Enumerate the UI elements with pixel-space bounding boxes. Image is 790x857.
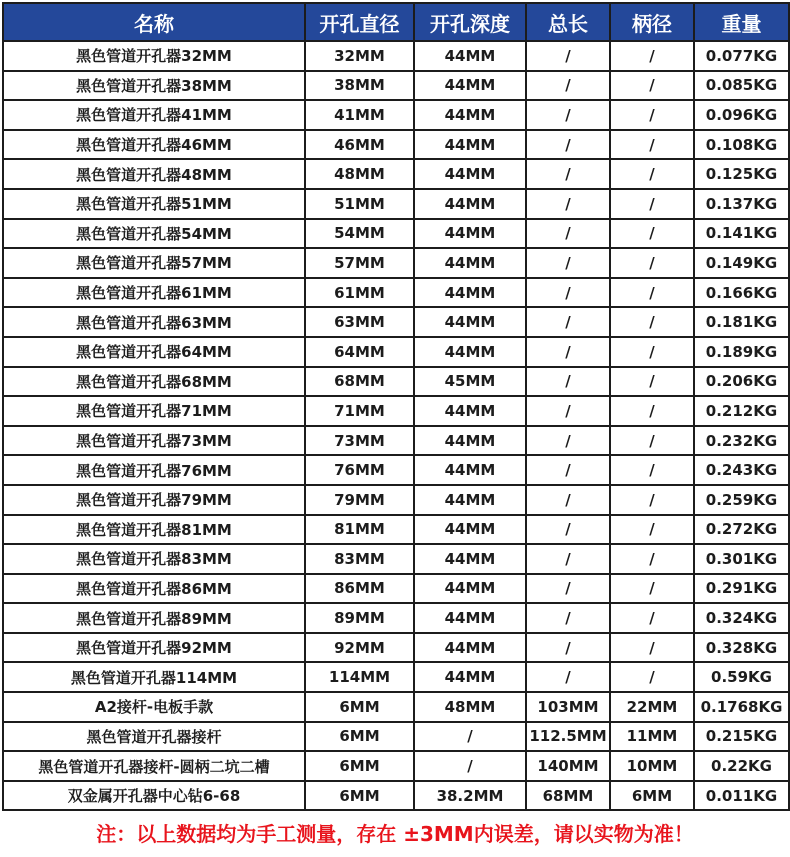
table-row xyxy=(3,544,789,574)
cell-total-length: / xyxy=(526,633,610,663)
cell-hole-depth: 44MM xyxy=(414,455,526,485)
cell-hole-depth: 44MM xyxy=(414,662,526,692)
cell-hole-depth: 44MM xyxy=(414,544,526,574)
header-row xyxy=(3,3,789,41)
cell-shank-diameter: / xyxy=(610,426,694,456)
cell-name: 黑色管道开孔器54MM xyxy=(3,219,305,249)
cell-shank-diameter: / xyxy=(610,455,694,485)
cell-hole-depth: 44MM xyxy=(414,603,526,633)
table-row xyxy=(3,485,789,515)
cell-hole-diameter: 54MM xyxy=(305,219,414,249)
cell-shank-diameter: / xyxy=(610,219,694,249)
cell-weight: 0.166KG xyxy=(694,278,789,308)
cell-hole-diameter: 114MM xyxy=(305,662,414,692)
table-row xyxy=(3,662,789,692)
table-row xyxy=(3,130,789,160)
cell-shank-diameter: / xyxy=(610,189,694,219)
cell-hole-diameter: 61MM xyxy=(305,278,414,308)
cell-total-length: 140MM xyxy=(526,751,610,781)
spec-table xyxy=(2,2,790,811)
cell-hole-depth: 44MM xyxy=(414,307,526,337)
cell-hole-depth: 44MM xyxy=(414,337,526,367)
cell-shank-diameter: 6MM xyxy=(610,781,694,811)
cell-hole-depth: 44MM xyxy=(414,130,526,160)
cell-name: 黑色管道开孔器92MM xyxy=(3,633,305,663)
cell-hole-diameter: 81MM xyxy=(305,515,414,545)
cell-total-length: / xyxy=(526,662,610,692)
cell-total-length: / xyxy=(526,278,610,308)
cell-weight: 0.1768KG xyxy=(694,692,789,722)
cell-weight: 0.232KG xyxy=(694,426,789,456)
cell-weight: 0.215KG xyxy=(694,722,789,752)
cell-hole-depth: 44MM xyxy=(414,633,526,663)
table-row xyxy=(3,307,789,337)
cell-hole-depth: 45MM xyxy=(414,367,526,397)
cell-hole-diameter: 86MM xyxy=(305,574,414,604)
cell-total-length: 68MM xyxy=(526,781,610,811)
table-row xyxy=(3,367,789,397)
cell-hole-diameter: 6MM xyxy=(305,751,414,781)
cell-shank-diameter: / xyxy=(610,544,694,574)
cell-shank-diameter: / xyxy=(610,515,694,545)
header-hole-depth: 开孔深度 xyxy=(414,3,526,41)
cell-shank-diameter: 10MM xyxy=(610,751,694,781)
table-row xyxy=(3,159,789,189)
cell-weight: 0.149KG xyxy=(694,248,789,278)
table-body xyxy=(3,41,789,810)
table-row xyxy=(3,100,789,130)
cell-hole-depth: 44MM xyxy=(414,219,526,249)
cell-name: 黑色管道开孔器81MM xyxy=(3,515,305,545)
cell-name: 黑色管道开孔器接杆 xyxy=(3,722,305,752)
cell-weight: 0.291KG xyxy=(694,574,789,604)
cell-hole-depth: 44MM xyxy=(414,248,526,278)
cell-total-length: / xyxy=(526,485,610,515)
table-row xyxy=(3,633,789,663)
cell-total-length: / xyxy=(526,248,610,278)
cell-hole-depth: 44MM xyxy=(414,100,526,130)
table-row xyxy=(3,722,789,752)
cell-total-length: / xyxy=(526,515,610,545)
table-row xyxy=(3,337,789,367)
cell-total-length: / xyxy=(526,603,610,633)
table-row xyxy=(3,71,789,101)
cell-hole-diameter: 57MM xyxy=(305,248,414,278)
cell-hole-diameter: 48MM xyxy=(305,159,414,189)
cell-hole-depth: 44MM xyxy=(414,396,526,426)
cell-hole-depth: 44MM xyxy=(414,426,526,456)
cell-name: 黑色管道开孔器68MM xyxy=(3,367,305,397)
header-weight: 重量 xyxy=(694,3,789,41)
cell-total-length: / xyxy=(526,455,610,485)
cell-hole-diameter: 76MM xyxy=(305,455,414,485)
cell-shank-diameter: 11MM xyxy=(610,722,694,752)
table-row xyxy=(3,396,789,426)
cell-shank-diameter: 22MM xyxy=(610,692,694,722)
cell-hole-depth: 38.2MM xyxy=(414,781,526,811)
table-row xyxy=(3,426,789,456)
cell-shank-diameter: / xyxy=(610,662,694,692)
table-row xyxy=(3,41,789,71)
table-row xyxy=(3,248,789,278)
cell-name: 双金属开孔器中心钻6-68 xyxy=(3,781,305,811)
cell-hole-diameter: 64MM xyxy=(305,337,414,367)
cell-hole-diameter: 89MM xyxy=(305,603,414,633)
cell-weight: 0.259KG xyxy=(694,485,789,515)
cell-name: 黑色管道开孔器48MM xyxy=(3,159,305,189)
cell-hole-depth: 44MM xyxy=(414,71,526,101)
cell-weight: 0.096KG xyxy=(694,100,789,130)
cell-hole-diameter: 46MM xyxy=(305,130,414,160)
cell-name: 黑色管道开孔器89MM xyxy=(3,603,305,633)
cell-name: 黑色管道开孔器32MM xyxy=(3,41,305,71)
cell-weight: 0.137KG xyxy=(694,189,789,219)
cell-hole-diameter: 79MM xyxy=(305,485,414,515)
cell-total-length: / xyxy=(526,71,610,101)
cell-shank-diameter: / xyxy=(610,603,694,633)
table-row xyxy=(3,574,789,604)
cell-hole-diameter: 92MM xyxy=(305,633,414,663)
cell-weight: 0.141KG xyxy=(694,219,789,249)
cell-total-length: / xyxy=(526,159,610,189)
cell-hole-depth: 44MM xyxy=(414,278,526,308)
cell-shank-diameter: / xyxy=(610,396,694,426)
cell-name: 黑色管道开孔器76MM xyxy=(3,455,305,485)
cell-hole-depth: 44MM xyxy=(414,41,526,71)
cell-shank-diameter: / xyxy=(610,248,694,278)
cell-weight: 0.125KG xyxy=(694,159,789,189)
cell-name: 黑色管道开孔器73MM xyxy=(3,426,305,456)
cell-weight: 0.243KG xyxy=(694,455,789,485)
cell-name: 黑色管道开孔器61MM xyxy=(3,278,305,308)
cell-shank-diameter: / xyxy=(610,307,694,337)
cell-hole-depth: / xyxy=(414,722,526,752)
cell-hole-diameter: 6MM xyxy=(305,781,414,811)
cell-hole-depth: / xyxy=(414,751,526,781)
cell-name: 黑色管道开孔器64MM xyxy=(3,337,305,367)
cell-shank-diameter: / xyxy=(610,367,694,397)
cell-weight: 0.212KG xyxy=(694,396,789,426)
cell-shank-diameter: / xyxy=(610,633,694,663)
cell-name: 黑色管道开孔器57MM xyxy=(3,248,305,278)
table-row xyxy=(3,219,789,249)
cell-total-length: 112.5MM xyxy=(526,722,610,752)
cell-hole-diameter: 83MM xyxy=(305,544,414,574)
cell-weight: 0.59KG xyxy=(694,662,789,692)
header-name: 名称 xyxy=(3,3,305,41)
cell-shank-diameter: / xyxy=(610,337,694,367)
cell-total-length: / xyxy=(526,367,610,397)
cell-hole-diameter: 63MM xyxy=(305,307,414,337)
cell-hole-diameter: 51MM xyxy=(305,189,414,219)
cell-weight: 0.328KG xyxy=(694,633,789,663)
footer-note: 注：以上数据均为手工测量，存在 ±3MM内误差，请以实物为准！ xyxy=(96,822,694,846)
cell-total-length: 103MM xyxy=(526,692,610,722)
cell-weight: 0.301KG xyxy=(694,544,789,574)
cell-total-length: / xyxy=(526,130,610,160)
cell-shank-diameter: / xyxy=(610,130,694,160)
cell-shank-diameter: / xyxy=(610,159,694,189)
cell-total-length: / xyxy=(526,219,610,249)
header-total-length: 总长 xyxy=(526,3,610,41)
cell-hole-diameter: 38MM xyxy=(305,71,414,101)
cell-name: 黑色管道开孔器79MM xyxy=(3,485,305,515)
cell-name: 黑色管道开孔器83MM xyxy=(3,544,305,574)
cell-hole-diameter: 71MM xyxy=(305,396,414,426)
cell-hole-depth: 44MM xyxy=(414,515,526,545)
cell-hole-diameter: 32MM xyxy=(305,41,414,71)
table-row xyxy=(3,455,789,485)
cell-hole-depth: 44MM xyxy=(414,159,526,189)
cell-name: 黑色管道开孔器86MM xyxy=(3,574,305,604)
cell-hole-diameter: 41MM xyxy=(305,100,414,130)
cell-total-length: / xyxy=(526,337,610,367)
cell-hole-diameter: 6MM xyxy=(305,722,414,752)
cell-name: 黑色管道开孔器114MM xyxy=(3,662,305,692)
cell-hole-depth: 44MM xyxy=(414,574,526,604)
cell-hole-diameter: 73MM xyxy=(305,426,414,456)
cell-weight: 0.22KG xyxy=(694,751,789,781)
cell-total-length: / xyxy=(526,396,610,426)
cell-total-length: / xyxy=(526,544,610,574)
cell-hole-diameter: 68MM xyxy=(305,367,414,397)
cell-hole-depth: 44MM xyxy=(414,189,526,219)
cell-name: 黑色管道开孔器46MM xyxy=(3,130,305,160)
cell-name: 黑色管道开孔器51MM xyxy=(3,189,305,219)
cell-shank-diameter: / xyxy=(610,41,694,71)
cell-name: 黑色管道开孔器41MM xyxy=(3,100,305,130)
header-hole-diameter: 开孔直径 xyxy=(305,3,414,41)
cell-weight: 0.085KG xyxy=(694,71,789,101)
cell-name: A2接杆-电板手款 xyxy=(3,692,305,722)
cell-name: 黑色管道开孔器63MM xyxy=(3,307,305,337)
header-shank-diameter: 柄径 xyxy=(610,3,694,41)
table-row xyxy=(3,515,789,545)
table-row xyxy=(3,603,789,633)
table-row xyxy=(3,751,789,781)
cell-total-length: / xyxy=(526,189,610,219)
cell-weight: 0.272KG xyxy=(694,515,789,545)
cell-weight: 0.206KG xyxy=(694,367,789,397)
cell-hole-diameter: 6MM xyxy=(305,692,414,722)
cell-shank-diameter: / xyxy=(610,485,694,515)
cell-total-length: / xyxy=(526,307,610,337)
cell-weight: 0.077KG xyxy=(694,41,789,71)
cell-weight: 0.324KG xyxy=(694,603,789,633)
cell-name: 黑色管道开孔器71MM xyxy=(3,396,305,426)
table-row xyxy=(3,781,789,811)
cell-shank-diameter: / xyxy=(610,100,694,130)
cell-total-length: / xyxy=(526,100,610,130)
table-row xyxy=(3,278,789,308)
cell-total-length: / xyxy=(526,574,610,604)
cell-shank-diameter: / xyxy=(610,278,694,308)
cell-total-length: / xyxy=(526,41,610,71)
cell-total-length: / xyxy=(526,426,610,456)
cell-shank-diameter: / xyxy=(610,71,694,101)
table-row xyxy=(3,692,789,722)
cell-weight: 0.189KG xyxy=(694,337,789,367)
table-row xyxy=(3,189,789,219)
cell-shank-diameter: / xyxy=(610,574,694,604)
cell-name: 黑色管道开孔器38MM xyxy=(3,71,305,101)
cell-hole-depth: 44MM xyxy=(414,485,526,515)
cell-name: 黑色管道开孔器接杆-圆柄二坑二槽 xyxy=(3,751,305,781)
cell-hole-depth: 48MM xyxy=(414,692,526,722)
cell-weight: 0.108KG xyxy=(694,130,789,160)
cell-weight: 0.181KG xyxy=(694,307,789,337)
cell-weight: 0.011KG xyxy=(694,781,789,811)
